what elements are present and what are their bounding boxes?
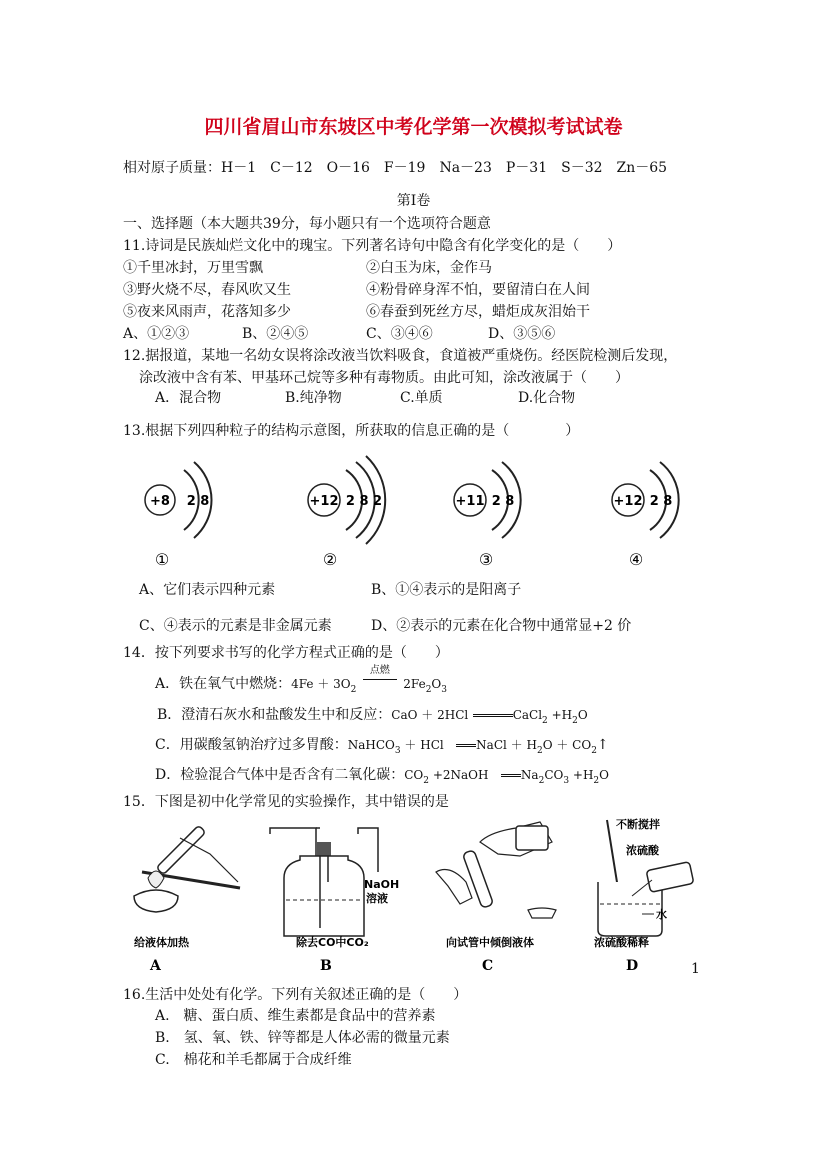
nucleus-label: +8: [150, 494, 170, 509]
q12-option-a: A．混合物: [155, 390, 222, 406]
reagent-bottle: [516, 826, 548, 850]
atom-diagram-2: [308, 456, 385, 569]
naoh-label: NaOH: [364, 878, 400, 891]
acid-bottle: [646, 862, 694, 893]
caption-c: 向试管中倾倒液体: [446, 936, 534, 949]
q14-option-b: B．澄清石灰水和盐酸发生中和反应：CaO ＋ 2HCl CaCl$_2$ $+H_2O$: [157, 707, 588, 726]
nucleus-label: +12: [309, 494, 339, 509]
q14-option-d: D．检验混合气体中是否含有二氧化碳：$CO_2$ +2NaOH $Na_2CO_3 +H_2O$: [155, 767, 609, 786]
atomic-masses: 相对原子质量：H－1 C－12 O－16 F－19 Na－23 P－31 S－32 Zn－65: [123, 160, 668, 176]
alcohol-lamp: [134, 890, 178, 912]
page-number: 1: [691, 961, 700, 977]
letter-a: A: [150, 958, 161, 974]
page-title: 四川省眉山市东坡区中考化学第一次模拟考试试卷: [204, 116, 623, 138]
caption-b: 除去CO中CO₂: [296, 936, 369, 949]
shell-label: 2 8: [186, 494, 210, 509]
q11-poem: ③野火烧不尽，春风吹又生: [123, 282, 291, 298]
q16-option-c: C. 棉花和羊毛都属于合成纤维: [155, 1052, 352, 1068]
q14-option-c: C．用碳酸氢钠治疗过多胃酸：NaHCO$_3$ ＋ HCl NaCl ＋ $H_2O$ ＋ $CO_2↑$: [155, 737, 609, 756]
illustration-b: [270, 828, 399, 974]
illustration-a: [134, 825, 240, 974]
q12-stem-line1: 12.据报道，某地一名幼女误将涂改液当饮料吸食，食道被严重烧伤。经医院检测后发现，: [123, 348, 678, 364]
acid-label: 浓硫酸: [626, 844, 659, 857]
q11-poem: ⑥春蚕到死丝方尽，蜡炬成灰泪始干: [366, 304, 590, 320]
q14-option-a: A．铁在氧气中燃烧：$4Fe + 3O_2$ 点燃 $2Fe_2O_3$: [155, 665, 447, 695]
q11-stem: 11.诗词是民族灿烂文化中的瑰宝。下列著名诗句中隐含有化学变化的是（ ）: [123, 238, 622, 254]
q13-option-c: C、④表示的元素是非金属元素: [139, 618, 332, 634]
shell-label: 2 8: [491, 494, 515, 509]
diagram-number: ①: [154, 550, 170, 569]
q16-stem: 16.生活中处处有化学。下列有关叙述正确的是（ ）: [123, 987, 468, 1003]
shell-label: 2 8: [649, 494, 673, 509]
q11-poem: ④粉骨碎身浑不怕，要留清白在人间: [366, 282, 590, 298]
atom-diagram-3: [454, 462, 521, 569]
wash-bottle: [284, 856, 364, 936]
section-heading: 一、选择题（本大题共39分，每小题只有一个选项符合题意: [123, 216, 491, 232]
q11-poem: ①千里冰封，万里雪飘: [123, 260, 263, 276]
caption-d: 浓硫酸稀释: [594, 936, 649, 949]
q13-stem: 13.根据下列四种粒子的结构示意图，所获取的信息正确的是（ ）: [123, 423, 580, 439]
shell-label: 2 8 2: [345, 494, 383, 509]
stir-label: 不断搅拌: [616, 818, 660, 831]
part-heading: 第Ⅰ卷: [396, 193, 431, 209]
q12-stem-line2: 涂改液中含有苯、甲基环己烷等多种有毒物质。由此可知，涂改液属于（ ）: [139, 370, 629, 386]
nucleus-label: +12: [613, 494, 643, 509]
q13-option-d: D、②表示的元素在化合物中通常显+2 价: [371, 618, 632, 634]
diagram-number: ④: [628, 550, 644, 569]
q13-option-b: B、①④表示的是阳离子: [371, 582, 522, 598]
q15-stem: 15．下图是初中化学常见的实验操作，其中错误的是: [123, 794, 449, 810]
nucleus-label: +11: [455, 494, 485, 509]
q11-poem: ②白玉为床，金作马: [366, 260, 492, 276]
q13-option-a: A、它们表示四种元素: [139, 582, 276, 598]
letter-c: C: [482, 958, 494, 974]
diagram-number: ③: [478, 550, 494, 569]
letter-d: D: [626, 958, 639, 974]
q12-option-b: B.纯净物: [285, 390, 342, 406]
atom-diagram-4: [612, 462, 679, 569]
hand-left: [436, 870, 472, 904]
caption-a: 给液体加热: [134, 936, 189, 949]
q12-option-d: D.化合物: [518, 390, 576, 406]
illustration-d: [594, 817, 694, 974]
q16-option-b: B. 氢、氧、铁、锌等都是人体必需的微量元素: [155, 1030, 450, 1046]
solution-label: 溶液: [366, 892, 388, 905]
q14-stem: 14．按下列要求书写的化学方程式正确的是（ ）: [123, 645, 449, 661]
letter-b: B: [320, 958, 332, 974]
test-tube: [156, 825, 205, 874]
atom-structure-diagrams: [120, 448, 700, 578]
q11-option-c: C、③④⑥: [366, 326, 433, 342]
q11-option-b: B、②④⑤: [242, 326, 309, 342]
q16-option-a: A. 糖、蛋白质、维生素都是食品中的营养素: [155, 1008, 436, 1024]
atom-diagram-1: [145, 462, 212, 569]
experiment-illustrations: [120, 812, 720, 978]
q11-option-d: D、③⑤⑥: [488, 326, 556, 342]
q11-option-a: A、①②③: [123, 326, 190, 342]
bottle-cap: [528, 908, 556, 918]
reaction-condition: 点燃: [369, 665, 390, 676]
water-label: 水: [656, 908, 667, 921]
illustration-c: [436, 822, 556, 974]
q11-poem: ⑤夜来风雨声，花落知多少: [123, 304, 291, 320]
q12-option-c: C.单质: [400, 390, 443, 406]
stopper: [317, 842, 331, 856]
diagram-number: ②: [322, 550, 338, 569]
